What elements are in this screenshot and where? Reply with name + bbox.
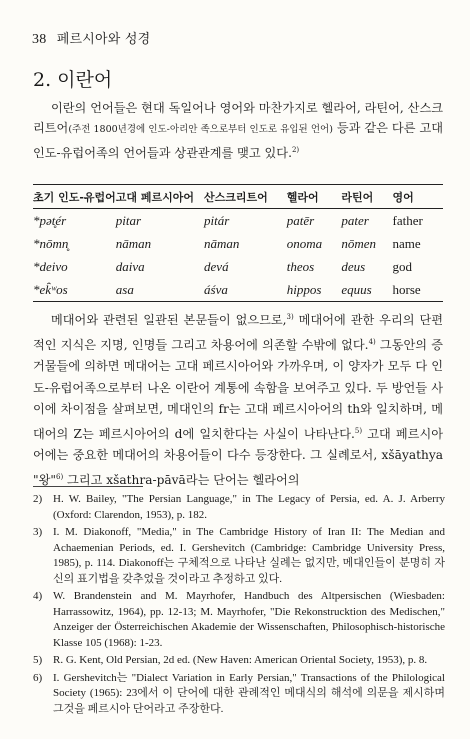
footnote-text: W. Brandenstein and M. Mayrhofer, Handbuch des Altpersischen (Wiesbaden: Harrassowitz, 1964), pp. 12-13; M. Mayrhofer, "Die Rekonstrucktion des Medischen," Anzeiger der Österreichischen Akademie der Wissenschaften, Philosophisch-historische Klasse 105 (1968): 1-23.: [53, 590, 445, 649]
para1-text-a: 이란의 언어들은 현대 독일어나 영어와 마찬가지로 헬라어, 라틴어, 산스크리트어: [33, 101, 443, 135]
footnote-text: R. G. Kent, Old Persian, 2d ed. (New Haven: American Oriental Society, 1953), p. 8.: [53, 654, 428, 666]
para1-text-b: 등과 같은 다른 고대 인도-유럽어족의 언어들과 상관관계를 맺고 있다.: [33, 121, 443, 161]
table-cell: *pət̥ér: [33, 212, 67, 228]
page-number: 38: [32, 32, 47, 47]
table-cell: name: [392, 235, 421, 251]
table-cell: theos: [286, 258, 315, 274]
table-cell: pater: [341, 212, 369, 228]
table-cell: nāman: [115, 235, 152, 251]
footnote-number: 3): [33, 526, 43, 538]
para2-text: 그리고 xšathra-pāvā라는 단어는 헬라어의: [63, 472, 300, 487]
table-cell: *nōmn̥: [33, 235, 69, 251]
footnote-text: I. M. Diakonoff, "Media," in The Cambridge History of Iran II: The Median and Achaemenian Periods, ed. I. Gershevitch (Cambridge: Cambridge University Press, 1985), p. 114. Diakonoff는 구체적으로 나타난 실례는 없지만, 메대인들이 분명히 자신의 표기법을 갖추었을 것이라고 추정하고 있다.: [53, 526, 445, 585]
table-cell: horse: [392, 278, 443, 302]
footnotes: [33, 492, 445, 719]
table-row: [33, 278, 443, 302]
col-header: 라틴어: [341, 185, 392, 209]
footnote: [33, 492, 445, 523]
table-cell: father: [392, 212, 423, 228]
book-title: 페르시아와 성경: [56, 32, 151, 47]
footnote-text: H. W. Bailey, "The Persian Language," in The Legacy of Persia, ed. A. J. Arberry (Oxford: Clarendon, 1953), p. 182.: [53, 493, 445, 521]
table-cell: *deivo: [33, 258, 68, 274]
footnote-number: 4): [33, 590, 43, 602]
table-cell: nōmen: [341, 235, 377, 251]
footnote: [33, 653, 445, 669]
table-cell: hippos: [287, 278, 342, 302]
footnote-number: 2): [33, 493, 43, 505]
table-cell: deus: [341, 258, 366, 274]
footnote: [33, 525, 445, 587]
col-header: 산스크리트어: [204, 185, 287, 209]
footnote-ref: 2): [291, 146, 300, 154]
table-cell: pitar: [115, 212, 142, 228]
footnote-ref: 4): [368, 337, 376, 346]
table-row: [33, 209, 443, 233]
table-cell: daiva: [115, 258, 145, 274]
footnote-number: 6): [33, 671, 43, 684]
col-header: 초기 인도-유럽어: [33, 185, 116, 209]
table-cell: devá: [204, 258, 229, 274]
para2-text: 메대어에 관한 우리의 단편적인 지식은 지명, 인명들 그리고 차용어에 의존할 수밖에 없다.: [33, 313, 443, 352]
section-title: 2. 이란어: [33, 69, 113, 91]
para2-text: 메대어와 관련된 일관된 본문들이 없으므로,: [51, 313, 287, 328]
footnote: [33, 671, 445, 718]
footnote-ref: 5): [354, 426, 363, 435]
table-cell: pitár: [204, 212, 230, 228]
table-cell: patēr: [286, 212, 315, 228]
table-cell: equus: [341, 278, 392, 302]
table-row: [33, 232, 443, 255]
footnote: [33, 589, 445, 651]
running-header: [32, 28, 150, 48]
col-header: 고대 페르시아어: [116, 185, 204, 209]
footnote-ref: 6): [56, 472, 64, 481]
table-row: [33, 255, 443, 278]
footnote-ref: 3): [286, 313, 294, 321]
table-cell: onoma: [286, 235, 323, 251]
language-comparison-table: [33, 184, 443, 302]
col-header: 영어: [392, 185, 443, 209]
table-cell: *ek̑ʷos: [33, 278, 116, 302]
paragraph-median: [33, 307, 443, 491]
table-cell: áśva: [204, 278, 287, 302]
para1-parenthetical: (주전 1800년경에 인도-아리안 족으로부터 인도로 유입된 언어): [68, 124, 333, 135]
footnote-divider: [33, 486, 143, 487]
para2-text: 고대 페르시아어에는 중요한 메대어의 차용어들이 다수 등장한다. 그 실례로서, xšāyathya "왕": [33, 426, 443, 487]
footnote-text: I. Gershevitch는 "Dialect Variation in Early Persian," Transactions of the Philological Society (1965): 23에서 이 단어에 대한 관례적인 메대식의 해석에 의문을 제시하며 그것을 페르시아 단어라고 주장한다.: [53, 671, 445, 715]
table-cell: god: [392, 258, 412, 274]
table-cell: asa: [116, 278, 204, 302]
paragraph-intro: [33, 98, 443, 163]
col-header: 헬라어: [287, 185, 342, 209]
para2-text: 그동안의 증거물들에 의하면 메대어는 고대 페르시아어와 가까우며, 이 양자가 모두 다 인도-유럽어족으로부터 나온 이란어 계통에 속함을 보여주고 있다. 두 방언들 사이에 차이점을 살펴보면, 메대인의 fr는 고대 페르시아어의 th와 일치하며, 메대어의 Z는 페르시아어의 d에 일치한다는 사실이 나타난다.: [33, 337, 443, 441]
footnote-number: 5): [33, 654, 43, 666]
table-cell: nāman: [204, 235, 240, 251]
table-header-row: [33, 185, 443, 209]
